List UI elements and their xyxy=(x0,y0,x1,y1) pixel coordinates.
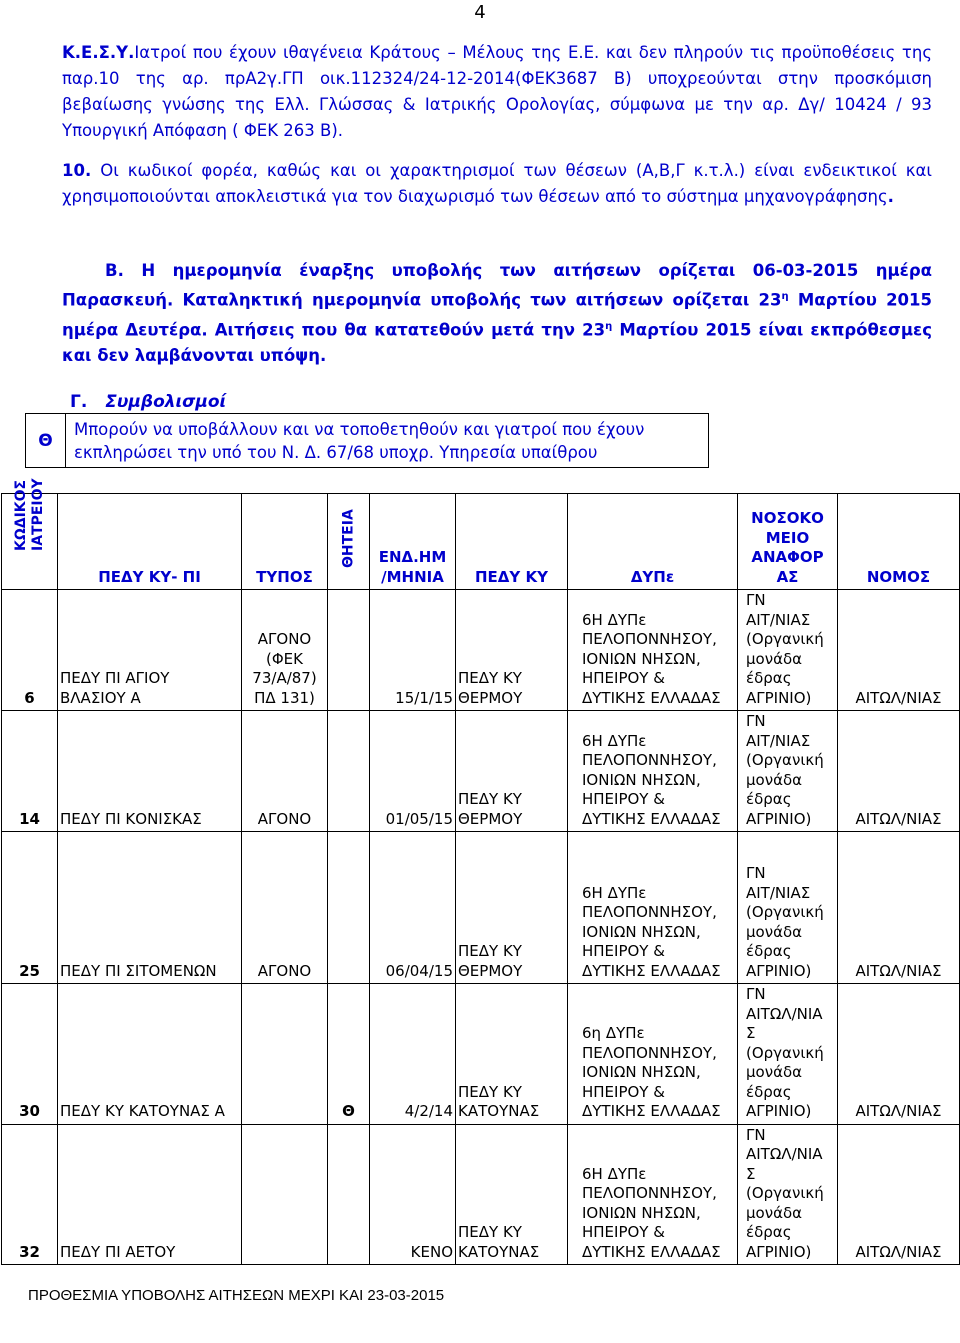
row-dype-line: ΔΥΤΙΚΗΣ ΕΛΛΑΔΑΣ xyxy=(582,1102,721,1120)
section-b-paragraph xyxy=(62,258,932,369)
row-nomos: ΑΙΤΩΛ/ΝΙΑΣ xyxy=(838,984,960,1125)
row-hospital-line: ΑΙΤ/ΝΙΑΣ xyxy=(746,610,811,629)
row-type xyxy=(242,984,328,1125)
row-unit: ΠΕΔΥ ΠΙ ΑΕΤΟΥ xyxy=(58,1124,242,1265)
row-hospital-line: ΓΝ xyxy=(746,985,766,1003)
row-type: ΑΓΟΝΟ xyxy=(242,832,328,984)
row-thiteia xyxy=(328,590,370,711)
row-dype-line: ΔΥΤΙΚΗΣ ΕΛΛΑΔΑΣ xyxy=(582,1242,721,1261)
row-ky-line: ΘΕΡΜΟΥ xyxy=(458,961,523,980)
row-hospital-line: (Οργανική xyxy=(746,751,824,769)
row-ky xyxy=(456,1124,568,1265)
header-nomos: ΝΟΜΟΣ xyxy=(838,494,960,590)
row-dype-line: ΠΕΛΟΠΟΝΝΗΣΟΥ, xyxy=(582,630,717,648)
row-hospital-line: ΓΝ xyxy=(746,1125,766,1144)
row-hospital-line: ΑΓΡΙΝΙΟ) xyxy=(746,1242,812,1261)
row-hospital-line: ΑΙΤ/ΝΙΑΣ xyxy=(746,731,811,750)
row-dype xyxy=(568,590,738,711)
row-ky-line: ΠΕΔΥ ΚΥ xyxy=(458,669,522,687)
row-unit-line: ΒΛΑΣΙΟΥ Α xyxy=(60,688,141,707)
header-thiteia xyxy=(328,494,370,590)
positions-table xyxy=(1,478,960,1265)
section-b-late-pre: Αιτήσεις που θα κατατεθούν μετά την 23 xyxy=(207,320,606,339)
row-dype-line: ΠΕΛΟΠΟΝΝΗΣΟΥ, xyxy=(582,903,717,921)
row-thiteia: Θ xyxy=(328,984,370,1125)
row-thiteia xyxy=(328,832,370,984)
row-dype-line: ΔΥΤΙΚΗΣ ΕΛΛΑΔΑΣ xyxy=(582,961,721,980)
row-hospital-line: ΑΙΤ/ΝΙΑΣ xyxy=(746,883,811,902)
row-unit: ΠΕΔΥ ΠΙ ΣΙΤΟΜΕΝΩΝ xyxy=(58,832,242,984)
row-hospital-line: ΓΝ xyxy=(746,864,766,882)
row-dype-line: ΗΠΕΙΡΟΥ & xyxy=(582,669,665,687)
section-b-late-post: Μαρτίου 2015 είναι εκπρόθεσμες και δεν λαμβάνονται υπόψη. xyxy=(62,320,932,365)
row-code: 25 xyxy=(2,832,58,984)
row-date: 06/04/15 xyxy=(370,832,456,984)
header-hospital-line-4: ΑΣ xyxy=(776,567,799,586)
row-dype-line: ΠΕΛΟΠΟΝΝΗΣΟΥ, xyxy=(582,1184,717,1202)
row-hospital-line: μονάδα xyxy=(746,922,803,941)
intro-paragraph xyxy=(62,40,932,144)
row-date: ΚΕΝΟ xyxy=(370,1124,456,1265)
row-hospital-line: Σ xyxy=(746,1024,756,1042)
row-hospital-line: (Οργανική xyxy=(746,630,824,648)
header-date-line-2: /ΜΗΝΙΑ xyxy=(381,567,444,586)
row-hospital-line: ΓΝ xyxy=(746,712,766,730)
row-hospital-line: ΓΝ xyxy=(746,591,766,609)
row-ky-line: ΘΕΡΜΟΥ xyxy=(458,688,523,707)
row-hospital-line: έδρας xyxy=(746,790,792,808)
table-row xyxy=(2,711,960,832)
row-dype-line: 6Η ΔΥΠε xyxy=(582,1164,647,1183)
row-dype-line: 6Η ΔΥΠε xyxy=(582,883,647,902)
section-b-label: Β. xyxy=(105,261,124,280)
header-thiteia-text: ΘΗΤΕΙΑ xyxy=(340,509,356,568)
page-number: 4 xyxy=(474,2,486,23)
row-hospital-line: μονάδα xyxy=(746,770,803,789)
row-type xyxy=(242,1124,328,1265)
row-thiteia xyxy=(328,1124,370,1265)
row-type-line: ΑΓΟΝΟ xyxy=(257,630,312,648)
symbols-description-line-1: Μπορούν να υποβάλλουν και να τοποθετηθούν και γιατροί που έχουν xyxy=(74,420,645,439)
row-code: 6 xyxy=(2,590,58,711)
theta-symbol: Θ xyxy=(26,414,66,467)
row-dype-line: ΙΟΝΙΩΝ ΝΗΣΩΝ, xyxy=(582,770,701,789)
header-unit: ΠΕΔΥ ΚΥ- ΠΙ xyxy=(58,494,242,590)
row-unit: ΠΕΔΥ ΚΥ ΚΑΤΟΥΝΑΣ Α xyxy=(58,984,242,1125)
row-unit: ΠΕΔΥ ΠΙ ΚΟΝΙΣΚΑΣ xyxy=(58,711,242,832)
row-hospital-line: ΑΙΤΩΛ/ΝΙΑ xyxy=(746,1145,823,1163)
row-hospital-line: (Οργανική xyxy=(746,903,824,921)
row-unit-line: ΠΕΔΥ ΠΙ ΑΓΙΟΥ xyxy=(60,669,170,687)
row-date: 4/2/14 xyxy=(370,984,456,1125)
row-dype-line: ΗΠΕΙΡΟΥ & xyxy=(582,942,665,960)
row-hospital xyxy=(738,590,838,711)
row-nomos: ΑΙΤΩΛ/ΝΙΑΣ xyxy=(838,590,960,711)
row-dype-line: ΠΕΛΟΠΟΝΝΗΣΟΥ, xyxy=(582,1043,717,1062)
paragraph-10 xyxy=(62,158,932,210)
table-row xyxy=(2,984,960,1125)
row-date: 01/05/15 xyxy=(370,711,456,832)
row-ky xyxy=(456,590,568,711)
table-row xyxy=(2,832,960,984)
header-hospital-line-2: ΜΕΙΟ xyxy=(765,528,810,547)
footer-deadline: ΠΡΟΘΕΣΜΙΑ ΥΠΟΒΟΛΗΣ ΑΙΤΗΣΕΩΝ ΜΕΧΡΙ ΚΑΙ 23-03-2015 xyxy=(28,1287,445,1304)
row-hospital xyxy=(738,711,838,832)
row-ky-line: ΚΑΤΟΥΝΑΣ xyxy=(458,1102,540,1120)
row-dype xyxy=(568,984,738,1125)
row-dype-line: 6Η ΔΥΠε xyxy=(582,731,647,750)
row-code: 30 xyxy=(2,984,58,1125)
row-hospital-line: έδρας xyxy=(746,1082,792,1101)
row-ky-line: ΘΕΡΜΟΥ xyxy=(458,809,523,828)
header-ky: ΠΕΔΥ ΚΥ xyxy=(456,494,568,590)
row-ky xyxy=(456,832,568,984)
row-hospital-line: έδρας xyxy=(746,1223,792,1241)
row-thiteia xyxy=(328,711,370,832)
header-hospital xyxy=(738,494,838,590)
row-date: 15/1/15 xyxy=(370,590,456,711)
symbols-title: Συμβολισμοί xyxy=(105,392,227,412)
row-hospital-line: ΑΓΡΙΝΙΟ) xyxy=(746,809,812,828)
row-dype-line: ΙΟΝΙΩΝ ΝΗΣΩΝ, xyxy=(582,1063,701,1081)
paragraph-10-number: 10. xyxy=(62,161,92,180)
row-hospital xyxy=(738,984,838,1125)
row-nomos: ΑΙΤΩΛ/ΝΙΑΣ xyxy=(838,832,960,984)
row-dype-line: ΙΟΝΙΩΝ ΝΗΣΩΝ, xyxy=(582,922,701,941)
row-hospital-line: έδρας xyxy=(746,942,792,960)
section-b-start-date: Η ημερομηνία έναρξης υποβολής των αιτήσεων ορίζεται 06-03-2015 ημέρα Παρασκευή. xyxy=(62,261,933,310)
row-dype-line: ΗΠΕΙΡΟΥ & xyxy=(582,1223,665,1241)
row-dype-line: 6Η ΔΥΠε xyxy=(582,610,647,629)
header-hospital-line-3: ΑΝΑΦΟΡ xyxy=(751,548,824,566)
header-code xyxy=(2,478,58,590)
row-hospital-line: ΑΓΡΙΝΙΟ) xyxy=(746,688,812,707)
row-type-line: ΠΔ 131) xyxy=(254,688,315,707)
row-type xyxy=(242,590,328,711)
header-date xyxy=(370,494,456,590)
row-type-line: 73/Α/87) xyxy=(252,669,317,687)
row-hospital-line: έδρας xyxy=(746,669,792,687)
table-row xyxy=(2,1124,960,1265)
row-hospital-line: ΑΓΡΙΝΙΟ) xyxy=(746,1102,812,1120)
paragraph-10-dot: . xyxy=(887,187,894,206)
row-ky xyxy=(456,984,568,1125)
header-code-text: ΚΩΔΙΚΟΣ ΙΑΤΡΕΙΟΥ xyxy=(12,478,46,551)
row-hospital-line: ΑΙΤΩΛ/ΝΙΑ xyxy=(746,1004,823,1023)
row-dype-line: ΠΕΛΟΠΟΝΝΗΣΟΥ, xyxy=(582,751,717,769)
row-hospital-line: Σ xyxy=(746,1164,756,1183)
table-header-row xyxy=(2,494,960,590)
row-nomos: ΑΙΤΩΛ/ΝΙΑΣ xyxy=(838,1124,960,1265)
section-b-deadline-pre: Καταληκτική ημερομηνία υποβολής των αιτήσεων ορίζεται 23 xyxy=(173,290,782,310)
row-ky xyxy=(456,711,568,832)
symbols-heading xyxy=(70,392,226,412)
row-type: ΑΓΟΝΟ xyxy=(242,711,328,832)
symbols-box xyxy=(25,413,709,468)
row-dype-line: ΔΥΤΙΚΗΣ ΕΛΛΑΔΑΣ xyxy=(582,809,721,828)
row-hospital-line: (Οργανική xyxy=(746,1043,824,1062)
row-hospital-line: ΑΓΡΙΝΙΟ) xyxy=(746,961,812,980)
section-b-sup-1: η xyxy=(781,291,789,302)
header-date-line-1: ΕΝΔ.ΗΜ xyxy=(378,548,447,566)
row-ky-line: ΠΕΔΥ ΚΥ xyxy=(458,790,522,808)
row-dype xyxy=(568,832,738,984)
header-type: ΤΥΠΟΣ xyxy=(242,494,328,590)
row-unit xyxy=(58,590,242,711)
row-hospital-line: (Οργανική xyxy=(746,1184,824,1202)
symbols-description-line-2: εκπληρώσει την υπό του Ν. Δ. 67/68 υποχρ. Υπηρεσία υπαίθρου xyxy=(74,443,598,462)
row-dype-line: ΙΟΝΙΩΝ ΝΗΣΩΝ, xyxy=(582,1203,701,1222)
row-hospital-line: μονάδα xyxy=(746,1063,803,1081)
row-dype-line: ΗΠΕΙΡΟΥ & xyxy=(582,1082,665,1101)
row-hospital-line: μονάδα xyxy=(746,649,803,668)
row-ky-line: ΠΕΔΥ ΚΥ xyxy=(458,1082,522,1101)
section-b-sup-2: η xyxy=(605,320,613,332)
row-dype-line: ΔΥΤΙΚΗΣ ΕΛΛΑΔΑΣ xyxy=(582,688,721,707)
row-hospital xyxy=(738,1124,838,1265)
kesy-label: Κ.Ε.Σ.Υ. xyxy=(62,43,135,62)
row-code: 14 xyxy=(2,711,58,832)
row-ky-line: ΠΕΔΥ ΚΥ xyxy=(458,1223,522,1241)
row-dype xyxy=(568,1124,738,1265)
row-ky-line: ΚΑΤΟΥΝΑΣ xyxy=(458,1242,540,1261)
row-hospital-line: μονάδα xyxy=(746,1203,803,1222)
row-dype-line: ΗΠΕΙΡΟΥ & xyxy=(582,790,665,808)
kesy-text: Ιατροί που έχουν ιθαγένεια Κράτους – Μέλους της Ε.Ε. και δεν πληρούν τις προϋποθέσεις της παρ.10 της αρ. πρΑ2γ.ΓΠ οικ.112324/24-12-2014(ΦΕΚ3687 Β) υποχρεούνται στην προσκόμιση βεβαίωσης γνώσης της Ελλ. Γλώσσας & Ιατρικής Ορολογίας, σύμφωνα με την αρ. Δγ/ 10424 / 93 Υπουργική Απόφαση ( ΦΕΚ 263 Β). xyxy=(62,43,932,140)
header-dype: ΔΥΠε xyxy=(568,494,738,590)
row-hospital xyxy=(738,832,838,984)
section-b-deadline-post: Μαρτίου 2015 ημέρα Δευτέρα. xyxy=(62,290,933,339)
row-dype xyxy=(568,711,738,832)
table-row xyxy=(2,590,960,711)
row-dype-line: ΙΟΝΙΩΝ ΝΗΣΩΝ, xyxy=(582,649,701,668)
row-dype-line: 6η ΔΥΠε xyxy=(582,1024,645,1042)
symbols-description xyxy=(74,418,644,464)
row-ky-line: ΠΕΔΥ ΚΥ xyxy=(458,942,522,960)
paragraph-10-text: Οι κωδικοί φορέα, καθώς και οι χαρακτηρισμοί των θέσεων (Α,Β,Γ κ.τ.λ.) είναι ενδεικτικοί και χρησιμοποιούνται αποκλειστικά για τον διαχωρισμό των θέσεων από το σύστημα μηχανογράφησης xyxy=(62,161,932,206)
row-code: 32 xyxy=(2,1124,58,1265)
row-type-line: (ΦΕΚ xyxy=(266,649,303,668)
row-nomos: ΑΙΤΩΛ/ΝΙΑΣ xyxy=(838,711,960,832)
symbols-label: Γ. xyxy=(70,392,88,412)
header-hospital-line-1: ΝΟΣΟΚΟ xyxy=(751,509,824,527)
